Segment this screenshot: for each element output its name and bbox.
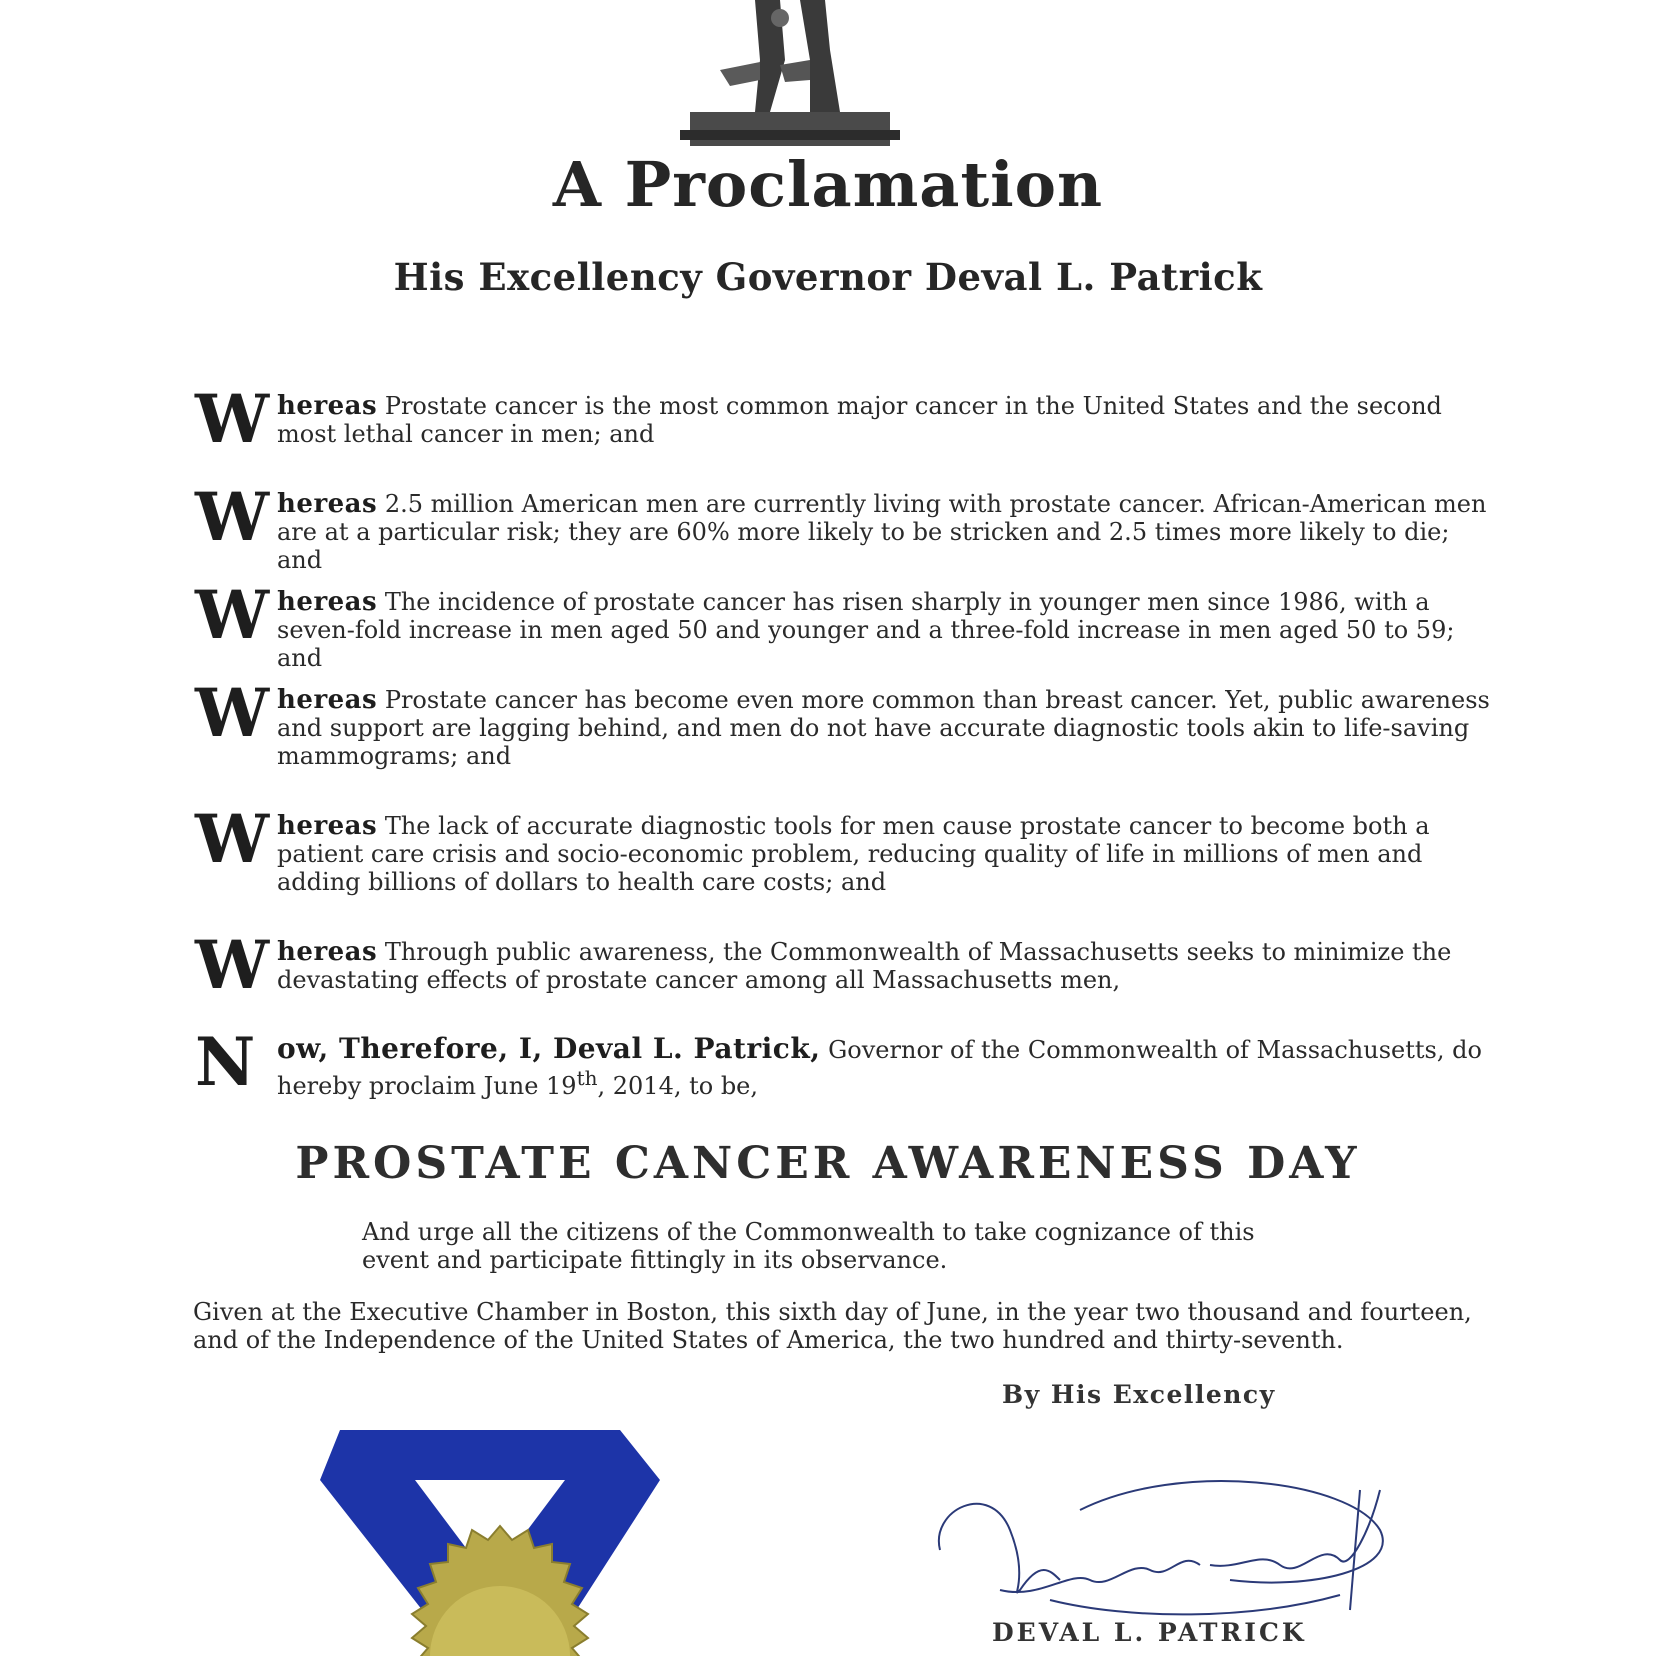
clause-lead: hereas bbox=[277, 937, 378, 967]
awareness-day-title: PROSTATE CANCER AWARENESS DAY bbox=[295, 1138, 1361, 1189]
clause-text: Prostate cancer has become even more common than breast cancer. Yet, public awareness and support are lagging behind, and men do not have accurate diagnostic tools akin to life-saving mammograms; and bbox=[277, 686, 1490, 770]
ordinal-suffix: th bbox=[576, 1066, 598, 1090]
drop-cap: N bbox=[195, 1023, 256, 1101]
clause-lead: hereas bbox=[277, 811, 378, 841]
given-paragraph: Given at the Executive Chamber in Boston, this sixth day of June, in the year two thousand and fourteen, and of the Independence of the United States of America, the two hundred and thirty-seventh. bbox=[193, 1298, 1472, 1354]
clause-text: Governor of the Commonwealth of Massachusetts, do hereby proclaim June 19 bbox=[277, 1036, 1482, 1100]
drop-cap: W bbox=[195, 674, 270, 752]
clause-text: The lack of accurate diagnostic tools for men cause prostate cancer to become both a patient care crisis and socio-economic problem, reducing quality of life in millions of men and adding billions of dollars to health care costs; and bbox=[277, 812, 1430, 896]
clause-text: Through public awareness, the Commonwealth of Massachusetts seeks to minimize the devastating effects of prostate cancer among all Massachusetts men, bbox=[277, 938, 1452, 994]
whereas-clause-5 bbox=[195, 800, 1495, 896]
governor-heading: His Excellency Governor Deval L. Patrick bbox=[393, 255, 1263, 299]
clause-text: 2.5 million American men are currently living with prostate cancer. African-American men are at a particular risk; they are 60% more likely to be stricken and 2.5 times more likely to die; and bbox=[277, 490, 1487, 574]
whereas-clause-1 bbox=[195, 380, 1495, 458]
signatory-name: DEVAL L. PATRICK bbox=[992, 1618, 1307, 1647]
whereas-clause-6 bbox=[195, 926, 1495, 1004]
clause-text-end: , 2014, to be, bbox=[597, 1072, 759, 1100]
drop-cap: W bbox=[195, 380, 270, 458]
urge-paragraph: And urge all the citizens of the Commonwealth to take cognizance of this event and participate fittingly in its observance. bbox=[362, 1218, 1255, 1274]
drop-cap: W bbox=[195, 926, 270, 1004]
drop-cap: W bbox=[195, 800, 270, 878]
clause-text: The incidence of prostate cancer has risen sharply in younger men since 1986, with a seven-fold increase in men aged 50 and younger and a three-fold increase in men aged 50 to 59; and bbox=[277, 588, 1455, 672]
clause-lead: hereas bbox=[277, 685, 378, 715]
clause-text: Prostate cancer is the most common major cancer in the United States and the second most lethal cancer in men; and bbox=[277, 392, 1442, 448]
gold-seal-with-ribbon bbox=[320, 1420, 680, 1656]
governor-signature bbox=[930, 1470, 1410, 1620]
drop-cap: W bbox=[195, 576, 270, 654]
now-therefore-clause bbox=[195, 1023, 1495, 1101]
clause-lead: hereas bbox=[277, 391, 378, 421]
clause-lead: hereas bbox=[277, 587, 378, 617]
whereas-clause-2 bbox=[195, 478, 1495, 574]
proclamation-title: A Proclamation bbox=[552, 148, 1104, 221]
clause-lead: ow, Therefore, I, Deval L. Patrick, bbox=[277, 1032, 821, 1065]
drop-cap: W bbox=[195, 478, 270, 556]
whereas-clause-4 bbox=[195, 674, 1495, 770]
clause-lead: hereas bbox=[277, 489, 378, 519]
whereas-clause-3 bbox=[195, 576, 1495, 672]
by-his-excellency: By His Excellency bbox=[1002, 1380, 1276, 1409]
statue-emblem bbox=[660, 0, 920, 150]
